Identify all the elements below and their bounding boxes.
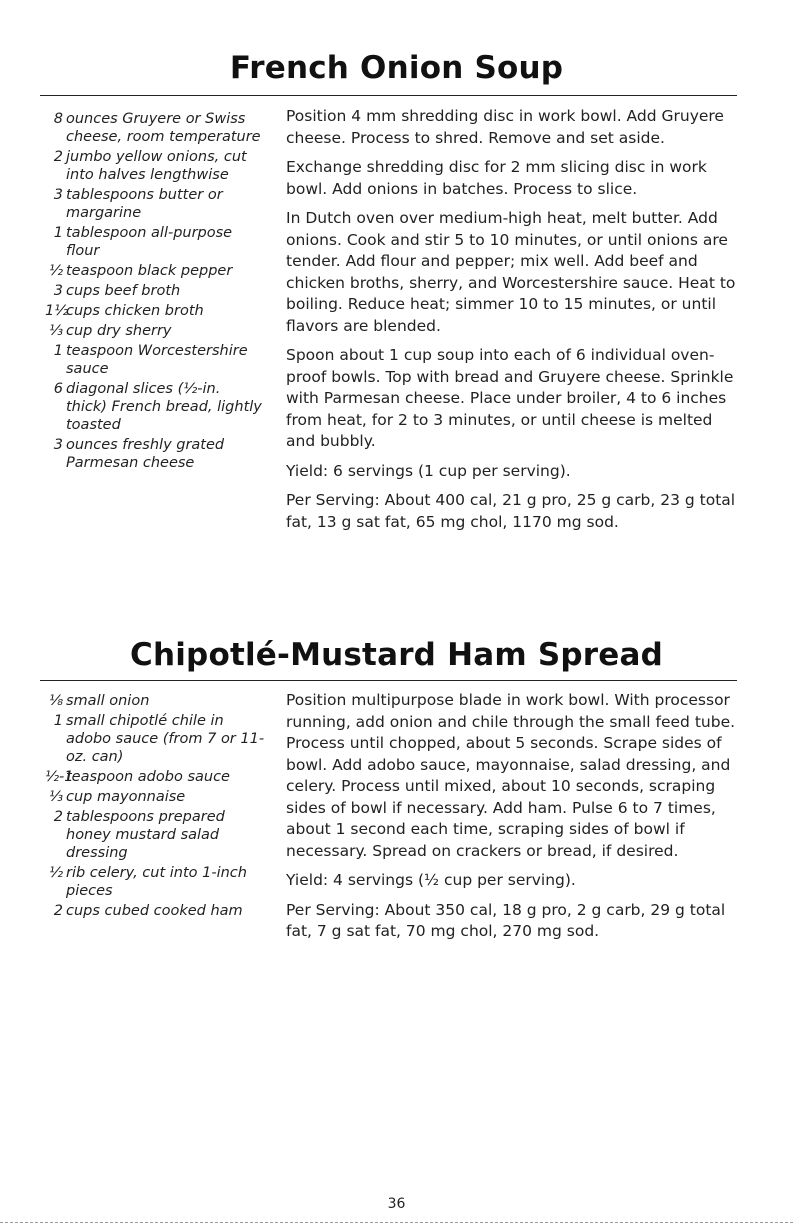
ingredient-item: 1 tablespoon all-purpose flour [53,225,233,259]
ingredient-item: 3 cups beef broth [53,283,181,299]
page-bottom-edge [0,1222,793,1223]
recipe-title-french-onion-soup: French Onion Soup [229,50,564,86]
ingredient-item: 6 diagonal slices (½-in. thick) French bread, lightly toasted [53,381,262,433]
ingredient-item: ½ rib celery, cut into 1-inch pieces [48,865,247,899]
ingredient-item: ⅛ small onion [48,693,150,709]
direction-paragraph: Position 4 mm shredding disc in work bowl. Add Gruyere cheese. Process to shred. Remove and set aside. [286,107,724,147]
direction-paragraph: Position multipurpose blade in work bowl. With processor running, add onion and chile through the small feed tube. Process until chopped, about 5 seconds. Scrape sides of bowl. Add adobo sauce, mayonnaise, salad dressing, and celery. Process until mixed, about 10 seconds, scraping sides of bowl if necessary. Add ham. Pulse 6 to 7 times, about 1 second each time, scraping sides of bowl if necessary. Spread on crackers or bread, if desired. [286,691,736,860]
nutrition-text: Per Serving: About 350 cal, 18 g pro, 2 g carb, 29 g total fat, 7 g sat fat, 70 mg chol, 270 mg sod. [286,900,726,940]
ingredient-item: 3 ounces freshly grated Parmesan cheese [53,437,225,471]
ingredient-item: ½-1 teaspoon adobo sauce [45,769,230,785]
ingredient-item: 2 cups cubed cooked ham [53,903,243,919]
ingredient-item: 1½ cups chicken broth [45,303,204,319]
ingredient-item: 2 tablespoons prepared honey mustard salad dressing [53,809,225,861]
ingredient-item: 1 teaspoon Worcestershire sauce [53,343,248,377]
ingredient-item: 8 ounces Gruyere or Swiss cheese, room temperature [53,111,261,145]
ingredient-item: 2 jumbo yellow onions, cut into halves lengthwise [53,149,247,183]
directions-chipotle-ham-spread [286,690,736,943]
ingredient-item: 1 small chipotlé chile in adobo sauce (from 7 or 11-oz. can) [53,713,265,765]
yield-text: Yield: 6 servings (1 cup per serving). [286,461,571,480]
direction-paragraph: In Dutch oven over medium-high heat, melt butter. Add onions. Cook and stir 5 to 10 minutes, or until onions are tender. Add flour and pepper; mix well. Add beef and chicken broths, sherry, and Worcestershire sauce. Heat to boiling. Reduce heat; simmer 10 to 15 minutes, or until flavors are blended. [286,209,736,335]
page-number: 36 [387,1196,406,1212]
ingredient-list-french-onion-soup [45,110,265,474]
directions-french-onion-soup [286,106,736,533]
yield-text: Yield: 4 servings (½ cup per serving). [286,871,576,889]
ingredient-item: 3 tablespoons butter or margarine [53,187,223,221]
nutrition-text: Per Serving: About 400 cal, 21 g pro, 25 g carb, 23 g total fat, 13 g sat fat, 65 mg chol, 1170 mg sod. [286,491,736,531]
title-divider [40,95,737,96]
direction-paragraph: Spoon about 1 cup soup into each of 6 individual oven-proof bowls. Top with bread and Gruyere cheese. Sprinkle with Parmesan cheese. Place under broiler, 4 to 6 inches from heat, for 2 to 3 minutes, or until cheese is melted and bubbly. [286,346,734,450]
recipe-title-chipotle-ham-spread: Chipotlé-Mustard Ham Spread [130,637,663,673]
ingredient-list-chipotle-ham-spread [45,692,265,922]
ingredient-item: ½ teaspoon black pepper [48,263,233,279]
title-divider [40,680,737,681]
ingredient-item: ⅓ cup dry sherry [48,323,172,339]
direction-paragraph: Exchange shredding disc for 2 mm slicing disc in work bowl. Add onions in batches. Process to slice. [286,158,707,198]
ingredient-item: ⅓ cup mayonnaise [48,789,186,805]
